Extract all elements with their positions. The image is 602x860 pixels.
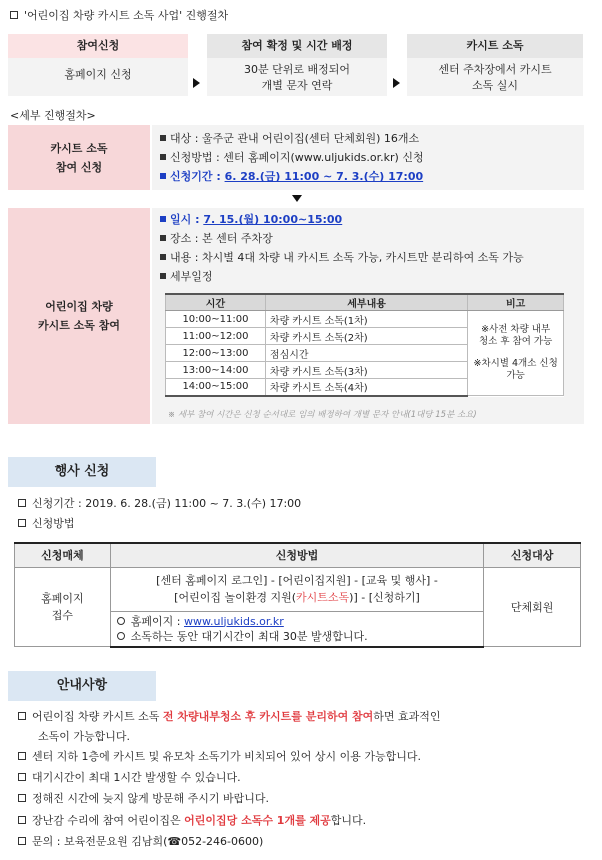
process-step-1-body: 홈페이지 신청 bbox=[64, 68, 132, 81]
notice-item-3: 대기시간이 최대 1시간 발생할 수 있습니다. bbox=[18, 768, 241, 788]
apply-target-cell: 단체회원 bbox=[484, 567, 581, 647]
table-row: 11:00~12:00 차량 카시트 소독(2차) bbox=[166, 328, 564, 345]
table-row: 13:00~14:00 차량 카시트 소독(3차) bbox=[166, 362, 564, 379]
table-row: 14:00~15:00 차량 카시트 소독(4차) bbox=[166, 379, 564, 396]
arrow-down-icon bbox=[292, 195, 302, 202]
apply-method-cell: [센터 홈페이지 로그인] - [어린이집지원] - [교육 및 행사] - [어린이집 놀이환경 지원(카시트소독)] - [신청하기] bbox=[110, 567, 483, 611]
circle-bullet-icon bbox=[117, 617, 125, 625]
apply-media-cell: 홈페이지 접수 bbox=[15, 567, 111, 647]
notice-item-1: 어린이집 차량 카시트 소독 전 차량내부청소 후 카시트를 분리하여 참여하면 효과적인 bbox=[18, 707, 441, 727]
notice-item-4: 정해진 시간에 늦지 않게 방문해 주시기 바랍니다. bbox=[18, 789, 269, 809]
apply-method-row bbox=[18, 515, 75, 531]
process-step-3-body-2: 소독 실시 bbox=[471, 79, 518, 92]
process-step-2-title: 참여 확정 및 시간 배정 bbox=[207, 34, 387, 58]
detail-title: <세부 진행절차> bbox=[10, 109, 96, 122]
detail1-line-method: 신청방법 : 센터 홈페이지(www.uljukids.or.kr) 신청 bbox=[160, 148, 584, 167]
apply-header-target: 신청대상 bbox=[484, 543, 581, 567]
detail2-line-content: 내용 : 차시별 4대 차량 내 카시트 소독 가능, 카시트만 분리하여 소독 가능 bbox=[160, 248, 584, 267]
section-notice-title: 안내사항 bbox=[8, 671, 156, 701]
table-row: 10:00~11:00 차량 카시트 소독(1차) ※사전 차량 내부 청소 후 참여 가능 ※차시별 4개소 신청 가능 bbox=[166, 311, 564, 328]
detail2-line-datetime: 일시 : 7. 15.(월) 10:00~15:00 bbox=[160, 210, 584, 229]
process-step-1-title: 참여신청 bbox=[8, 34, 188, 58]
procedure-title: '어린이집 차량 카시트 소독 사업' 진행절차 bbox=[24, 9, 229, 22]
notice-item-6: 문의 : 보육전문요원 김남희(☎052-246-0600) bbox=[18, 832, 263, 852]
process-step-3 bbox=[407, 34, 583, 96]
apply-header-media: 신청매체 bbox=[15, 543, 111, 567]
checkbox-bullet-icon bbox=[18, 773, 26, 781]
schedule-remarks: ※사전 차량 내부 청소 후 참여 가능 ※차시별 4개소 신청 가능 bbox=[468, 311, 564, 396]
detail1-line-period: 신청기간 : 6. 28.(금) 11:00 ~ 7. 3.(수) 17:00 bbox=[160, 167, 584, 186]
apply-method-label: 신청방법 bbox=[32, 517, 75, 530]
schedule-header-remark: 비고 bbox=[468, 294, 564, 311]
process-step-2-body-2: 개별 문자 연락 bbox=[261, 79, 333, 92]
process-step-2-body-1: 30분 단위로 배정되어 bbox=[244, 63, 350, 76]
checkbox-bullet-icon bbox=[18, 499, 26, 507]
detail1-label bbox=[8, 125, 150, 190]
schedule-footnote: ※ 세부 참여 시간은 신청 순서대로 임의 배정하여 개별 문자 안내(1대당 15분 소요) bbox=[168, 410, 477, 420]
detail2-line-place: 장소 : 본 센터 주차장 bbox=[160, 229, 584, 248]
detail2-label-line1: 어린이집 차량 bbox=[45, 300, 113, 313]
detail2-label-line2: 카시트 소독 참여 bbox=[37, 319, 121, 332]
detail1-line-target: 대상 : 울주군 관내 어린이집(센터 단체회원) 16개소 bbox=[160, 129, 584, 148]
process-step-1 bbox=[8, 34, 188, 96]
process-step-3-title: 카시트 소독 bbox=[407, 34, 583, 58]
notice-item-2: 센터 지하 1층에 카시트 및 유모차 소독기가 비치되어 있어 상시 이용 가능합니다. bbox=[18, 747, 421, 767]
apply-bullets-cell: 홈페이지 : www.uljukids.or.kr 소독하는 동안 대기시간이 최대 30분 발생합니다. bbox=[110, 611, 483, 647]
apply-header-method: 신청방법 bbox=[110, 543, 483, 567]
circle-bullet-icon bbox=[117, 632, 125, 640]
detail1-content bbox=[152, 125, 584, 190]
procedure-title-row bbox=[10, 7, 228, 23]
arrow-right-icon bbox=[193, 78, 200, 88]
schedule-table bbox=[165, 293, 564, 397]
checkbox-bullet-icon bbox=[18, 519, 26, 527]
process-step-2 bbox=[207, 34, 387, 96]
apply-table bbox=[14, 542, 581, 648]
apply-period-row bbox=[18, 495, 301, 511]
process-step-3-body-1: 센터 주차장에서 카시트 bbox=[438, 63, 552, 76]
checkbox-bullet-icon bbox=[18, 794, 26, 802]
detail2-line-schedule: 세부일정 bbox=[160, 267, 584, 286]
table-row bbox=[15, 567, 581, 611]
schedule-header-detail: 세부내용 bbox=[265, 294, 467, 311]
detail1-label-line1: 카시트 소독 bbox=[50, 141, 108, 155]
checkbox-bullet-icon bbox=[18, 712, 26, 720]
notice-item-5: 장난감 수리에 참여 어린이집은 어린이집당 소독수 1개를 제공합니다. bbox=[18, 811, 366, 831]
checkbox-bullet-icon bbox=[18, 752, 26, 760]
checkbox-bullet-icon bbox=[10, 11, 18, 19]
table-row: 12:00~13:00 점심시간 bbox=[166, 345, 564, 362]
checkbox-bullet-icon bbox=[18, 816, 26, 824]
checkbox-bullet-icon bbox=[18, 837, 26, 845]
arrow-right-icon bbox=[393, 78, 400, 88]
detail1-label-line2: 참여 신청 bbox=[55, 160, 103, 174]
notice-item-1-cont: 소독이 가능합니다. bbox=[38, 730, 131, 743]
section-apply-title: 행사 신청 bbox=[8, 457, 156, 487]
schedule-header-time: 시간 bbox=[166, 294, 266, 311]
homepage-link[interactable]: www.uljukids.or.kr bbox=[184, 614, 284, 628]
apply-period: 신청기간 : 2019. 6. 28.(금) 11:00 ~ 7. 3.(수) 17:00 bbox=[32, 497, 302, 510]
detail2-label bbox=[8, 208, 150, 424]
